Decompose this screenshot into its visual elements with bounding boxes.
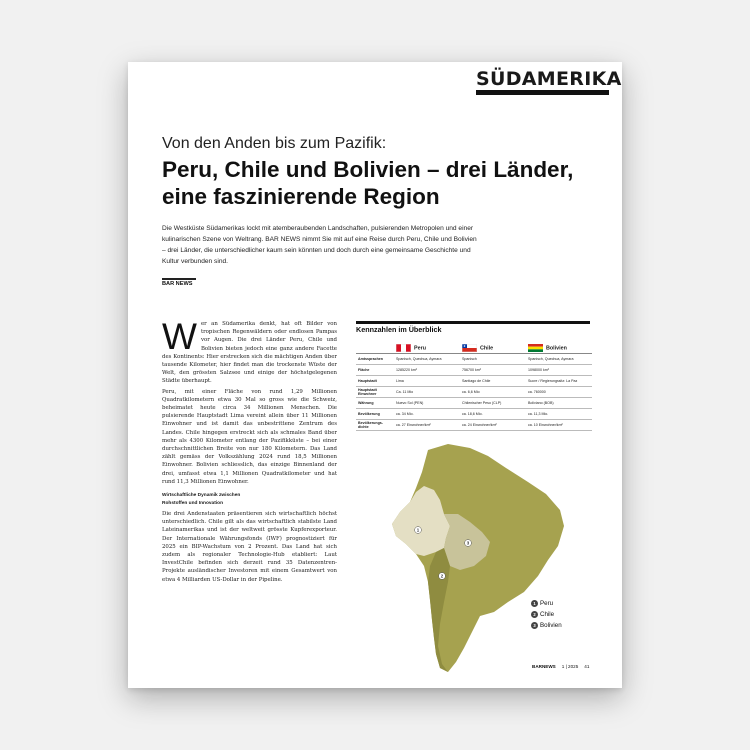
legend-item-chile: 2 Chile bbox=[531, 609, 562, 620]
south-america-map bbox=[388, 442, 568, 674]
country-header-chile: Chile bbox=[460, 340, 526, 354]
svg-text:1: 1 bbox=[416, 527, 420, 533]
facts-row-label: Bevölkerung bbox=[356, 409, 394, 420]
facts-cell: Lima bbox=[394, 376, 460, 387]
facts-cell: Spanisch, Quechua, Aymara bbox=[526, 354, 592, 365]
chile-flag-icon bbox=[462, 344, 477, 352]
facts-cell: ca. 34 Mio. bbox=[394, 409, 460, 420]
section-title: SÜDAMERIKA bbox=[476, 68, 622, 90]
facts-cell: ca. 760000 bbox=[526, 387, 592, 398]
facts-row-label: Währung bbox=[356, 398, 394, 409]
facts-cell: ca. 24 Einwohner/km² bbox=[460, 420, 526, 431]
facts-cell: Santiago de Chile bbox=[460, 376, 526, 387]
facts-cell: ca. 10 Einwohner/km² bbox=[526, 420, 592, 431]
article-author: BAR NEWS bbox=[162, 281, 193, 287]
facts-cell: Boliviano (BOB) bbox=[526, 398, 592, 409]
map-legend bbox=[531, 598, 562, 631]
facts-table-header bbox=[356, 340, 592, 354]
legend-number-icon: 2 bbox=[531, 611, 538, 618]
facts-row-label: Fläche bbox=[356, 365, 394, 376]
peru-flag-icon bbox=[396, 344, 411, 352]
page-footer bbox=[532, 664, 595, 669]
legend-item-bolivia: 3 Bolivien bbox=[531, 620, 562, 631]
article-lead: Die Westküste Südamerikas lockt mit atemberaubenden Landschaften, pulsierenden Metropolen und einer kulinarischen Szene von Weltrang. BAR NEWS nimmt Sie mit auf eine Reise durch Peru, Chile und Bolivien – drei Länder, die unterschiedlicher kaum sein könnten und doch durch eine gemeinsame Geschichte und Kultur verbunden sind. bbox=[162, 225, 477, 265]
footer-issue: 1 | 2025 bbox=[561, 664, 579, 669]
body-paragraph-2: Peru, mit einer Fläche von rund 1,29 Millionen Quadratkilometern etwa 30 Mal so gross wie die Schweiz, beheimatet heute circa 34 Millionen Menschen. Die pulsierende Hauptstadt Lima vereint allein über 11 Millionen Einwohner und ist damit das unbestrittene Zentrum des Landes. Chile hingegen erstreckt sich als schmales Band über mehr als 4300 Kilometer entlang der Pazifikküste – bei einer durchschnittlichen Breite von nur 180 Kilometern. Das Land zählt gemäss der Volkszählung 2024 rund 18,5 Millionen Einwohner. Bolivien schliesslich, das einzige Binnenland der drei, umfasst etwa 1,1 Millionen Quadratkilometer und hat rund 11,3 Millionen Einwohner. bbox=[162, 388, 337, 485]
legend-item-peru: 1 Peru bbox=[531, 598, 562, 609]
footer-magazine: BARNEWS bbox=[532, 664, 556, 669]
svg-text:2: 2 bbox=[440, 573, 444, 579]
map-marker-3 bbox=[465, 540, 472, 547]
facts-box-rule bbox=[356, 321, 590, 324]
facts-cell: ca. 6,6 Mio bbox=[460, 387, 526, 398]
article-subhead: Von den Anden bis zum Pazifik: bbox=[162, 135, 387, 152]
svg-text:3: 3 bbox=[466, 540, 470, 546]
facts-cell: Spanisch, Quechua, Aymara bbox=[394, 354, 460, 365]
body-paragraph-3: Die drei Andenstaaten präsentieren sich wirtschaftlich höchst unterschiedlich. Chile gilt als das wirtschaftlich stabilste Land Lateinamerikas und ist der weltweit grösste Kupferexporteur. Der Internationale Währungsfonds (IWF) prognostiziert für 2025 ein BIP-Wachstum von 2 Prozent. Das Land hat sich zudem als regionaler Technologie-Hub etabliert: Laut InvestChile befinden sich derzeit rund 35 Datenzentren-Projekte ausländischer Investoren mit einem Gesamtwert von etwa 4 Milliarden US-Dollar in der Pipeline. bbox=[162, 511, 337, 583]
facts-table-row bbox=[356, 420, 592, 431]
facts-table-row bbox=[356, 365, 592, 376]
article-body bbox=[162, 316, 337, 586]
facts-row-label: Bevölkerungs-dichte bbox=[356, 420, 394, 431]
facts-cell: Nuevo Sol (PEN) bbox=[394, 398, 460, 409]
facts-table-row bbox=[356, 376, 592, 387]
section-title-bar bbox=[476, 90, 609, 95]
facts-row-label: Hauptstadt bbox=[356, 376, 394, 387]
facts-cell: ca. 27 Einwohner/km² bbox=[394, 420, 460, 431]
map-marker-1 bbox=[415, 527, 422, 534]
facts-table-row bbox=[356, 409, 592, 420]
subsection-title: Wirtschaftliche Dynamik zwischen Rohstoffen und Innovation bbox=[162, 493, 241, 507]
facts-row-label: Amtssprachen bbox=[356, 354, 394, 365]
facts-table bbox=[356, 340, 592, 431]
facts-table-row bbox=[356, 354, 592, 365]
bolivia-flag-icon bbox=[528, 344, 543, 352]
facts-cell: 1098000 km² bbox=[526, 365, 592, 376]
legend-number-icon: 1 bbox=[531, 600, 538, 607]
facts-cell: ca. 18,6 Mio. bbox=[460, 409, 526, 420]
body-paragraph-1: Wer an Südamerika denkt, hat oft Bilder von tropischen Regenwäldern oder endlosen Pampas vor Augen. Die drei Länder Peru, Chile und Bolivien bieten jedoch eine ganz andere Facette des Kontinents: Hier erstrecken sich die mächtigen Anden über tausende Kilometer, hier findet man die trockenste Wüste der Welt, den grössten Salzsee und einige der höchstgelegenen Städte überhaupt. bbox=[162, 316, 337, 385]
map-marker-2 bbox=[439, 573, 446, 580]
article-headline: Peru, Chile und Bolivien – drei Länder, eine faszinierende Region bbox=[162, 157, 574, 209]
facts-cell: Sucre / Regierungssitz: La Paz bbox=[526, 376, 592, 387]
facts-table-row bbox=[356, 387, 592, 398]
facts-cell: ca. 11,3 Mio. bbox=[526, 409, 592, 420]
country-header-bolivia: Bolivien bbox=[526, 340, 592, 354]
facts-cell: Ca. 11 Mio bbox=[394, 387, 460, 398]
facts-table-row bbox=[356, 398, 592, 409]
facts-cell: 756700 km² bbox=[460, 365, 526, 376]
footer-page-number: 41 bbox=[584, 664, 590, 669]
dropcap: W bbox=[162, 316, 197, 357]
facts-cell: 1285220 km² bbox=[394, 365, 460, 376]
facts-cell: Chilenischer Peso (CLP) bbox=[460, 398, 526, 409]
legend-number-icon: 3 bbox=[531, 622, 538, 629]
facts-cell: Spanisch bbox=[460, 354, 526, 365]
facts-box-title: Kennzahlen im Überblick bbox=[356, 325, 442, 334]
facts-row-label: Hauptstadt Einwohner bbox=[356, 387, 394, 398]
country-header-peru: Peru bbox=[394, 340, 460, 354]
magazine-page bbox=[128, 62, 622, 688]
author-rule bbox=[162, 278, 196, 280]
